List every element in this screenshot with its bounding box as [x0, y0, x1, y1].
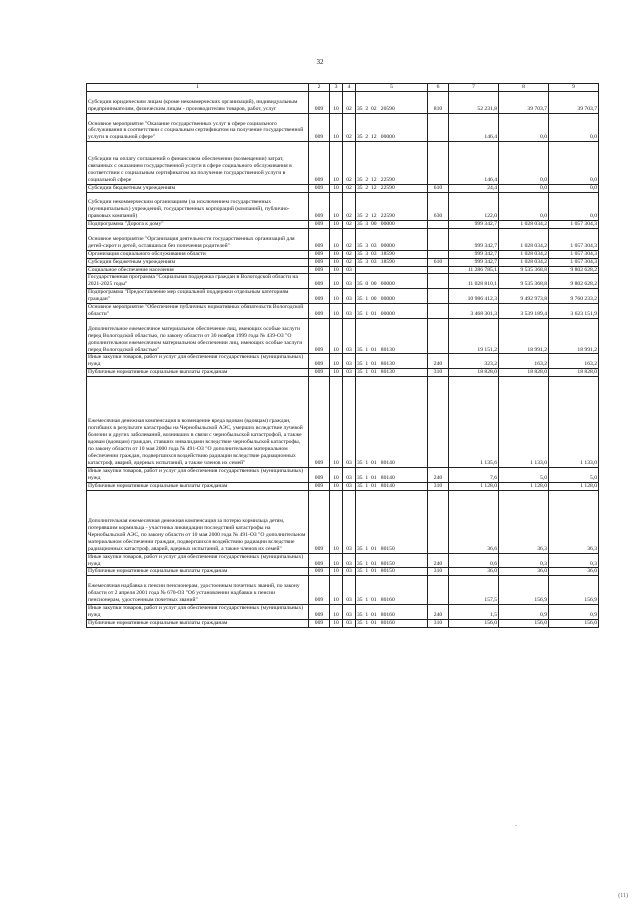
- cell-pr: 03: [343, 354, 356, 369]
- cell-pr: 03: [343, 490, 356, 553]
- cell-vr: [428, 229, 449, 251]
- cell-csr: [356, 266, 428, 274]
- cell-rz: 10: [330, 304, 343, 319]
- cell-v3: 0,0: [549, 192, 599, 221]
- cell-v1: 11 286 785,1: [449, 266, 499, 274]
- cell-name: Иные закупки товаров, работ и услуг для обеспечения государственных (муниципальных) нужд: [87, 553, 309, 568]
- table-row: [87, 258, 599, 266]
- cell-rz: 10: [330, 184, 343, 192]
- cell-pr: 03: [343, 553, 356, 568]
- table-row: [87, 369, 599, 377]
- cell-rz: 10: [330, 250, 343, 258]
- cell-v3: 1 057 304,3: [549, 229, 599, 251]
- cell-v1: 10 986 412,3: [449, 289, 499, 304]
- cell-rz: 10: [330, 92, 343, 114]
- cell-v1: 52 231,8: [449, 92, 499, 114]
- cell-csr: 35 2 12 22590: [356, 184, 428, 192]
- cell-vr: 630: [428, 192, 449, 221]
- cell-grbs: 009: [309, 142, 330, 184]
- cell-rz: 10: [330, 113, 343, 142]
- cell-grbs: 009: [309, 229, 330, 251]
- cell-vr: [428, 490, 449, 553]
- cell-v2: 156,0: [499, 619, 549, 627]
- cell-v2: 156,9: [499, 576, 549, 605]
- cell-v1: 1 128,0: [449, 482, 499, 490]
- cell-vr: 240: [428, 604, 449, 619]
- cell-pr: 03: [343, 274, 356, 289]
- cell-name: Социальное обеспечение населения: [87, 266, 309, 274]
- header-cell: 1: [87, 84, 309, 92]
- cell-pr: 03: [343, 369, 356, 377]
- cell-vr: [428, 113, 449, 142]
- cell-grbs: 009: [309, 490, 330, 553]
- cell-pr: 02: [343, 258, 356, 266]
- cell-name: Субсидии юридическим лицам (кроме некоммерческих организаций), индивидуальным предпринимателям, физическим лицам - производителям товаров, работ, услуг: [87, 92, 309, 114]
- cell-v2: 9 492 973,8: [499, 289, 549, 304]
- cell-rz: 10: [330, 192, 343, 221]
- cell-rz: 10: [330, 369, 343, 377]
- cell-v2: 1 133,0: [499, 377, 549, 468]
- cell-vr: 240: [428, 467, 449, 482]
- cell-grbs: 009: [309, 619, 330, 627]
- cell-v2: 1 128,0: [499, 482, 549, 490]
- cell-v1: 36,6: [449, 490, 499, 553]
- cell-pr: 02: [343, 250, 356, 258]
- cell-name: Дополнительное ежемесячное материальное обеспечение лиц, имеющих особые заслуги перед Вологодской областью, по закону области от 30 ноября 1999 года № 439-ОЗ "О дополнительном ежемесячном материальном обеспечении лиц, имеющих особые заслуги перед Вологодской областью": [87, 318, 309, 354]
- cell-v3: 9 802 628,2: [549, 266, 599, 274]
- cell-rz: 10: [330, 619, 343, 627]
- header-cell: 7: [449, 84, 499, 92]
- cell-rz: 10: [330, 258, 343, 266]
- cell-pr: 02: [343, 142, 356, 184]
- cell-name: Ежемесячная денежная компенсация в возмещение вреда вдовам (вдовцам) граждан, погибших в результате катастрофы на Чернобыльской АЭС, умерших вследствие лучевой болезни и других заболеваний, возникших в связи с чернобыльской катастрофой, а также вдовам (вдовцам) граждан, ставших инвалидами вследствие чернобыльской катастрофы, по закону области от 10 мая 2000 года № 491-ОЗ "О дополнительном материальном обеспечении граждан, подвергшихся воздействию радиации вследствие радиационных катастроф, аварий, ядерных испытаний, а также членов их семей": [87, 377, 309, 468]
- page-footer: (11): [618, 893, 628, 899]
- cell-name: Государственная программа "Социальная поддержка граждан в Вологодской области на 2021-2025 годы": [87, 274, 309, 289]
- cell-rz: 10: [330, 221, 343, 229]
- cell-pr: 02: [343, 113, 356, 142]
- cell-csr: 35 2 12 22590: [356, 142, 428, 184]
- cell-rz: 10: [330, 266, 343, 274]
- cell-csr: 35 1 01 80150: [356, 568, 428, 576]
- cell-v2: 9 535 368,8: [499, 266, 549, 274]
- cell-v2: 5,0: [499, 467, 549, 482]
- cell-rz: 10: [330, 274, 343, 289]
- cell-vr: [428, 318, 449, 354]
- budget-table: [86, 83, 599, 628]
- cell-v1: 3 468 301,3: [449, 304, 499, 319]
- cell-grbs: 009: [309, 482, 330, 490]
- cell-v2: 0,0: [499, 192, 549, 221]
- cell-name: Субсидии на оплату соглашений о финансовом обеспечении (возмещении) затрат, связанных с оказанием государственной услуги в сфере социального обслуживания в соответствии с социальным сертификатом на получение государственной услуги в социальной сфере: [87, 142, 309, 184]
- cell-v1: 18 828,0: [449, 369, 499, 377]
- cell-v2: 163,2: [499, 354, 549, 369]
- cell-v2: 1 028 034,2: [499, 221, 549, 229]
- cell-v3: 0,9: [549, 604, 599, 619]
- cell-v3: 39 703,7: [549, 92, 599, 114]
- cell-csr: 35 1 01 80150: [356, 553, 428, 568]
- table-row: [87, 482, 599, 490]
- cell-v1: 146,4: [449, 142, 499, 184]
- cell-v2: 1 028 034,2: [499, 250, 549, 258]
- cell-grbs: 009: [309, 113, 330, 142]
- cell-pr: 03: [343, 318, 356, 354]
- cell-v3: 1 057 304,3: [549, 258, 599, 266]
- cell-csr: 35 3 03 18590: [356, 258, 428, 266]
- cell-csr: 35 2 12 00000: [356, 113, 428, 142]
- cell-pr: 03: [343, 568, 356, 576]
- cell-v2: 39 703,7: [499, 92, 549, 114]
- cell-rz: 10: [330, 229, 343, 251]
- table-row: [87, 92, 599, 114]
- cell-name: Субсидии бюджетным учреждениям: [87, 184, 309, 192]
- cell-pr: 03: [343, 604, 356, 619]
- cell-name: Подпрограмма "Предоставление мер социальной поддержки отдельным категориям граждан": [87, 289, 309, 304]
- cell-v1: 1 135,6: [449, 377, 499, 468]
- cell-csr: 35 3 03 18590: [356, 250, 428, 258]
- cell-grbs: 009: [309, 266, 330, 274]
- cell-csr: 35 1 01 80160: [356, 619, 428, 627]
- cell-csr: 35 1 01 80140: [356, 377, 428, 468]
- cell-v2: 18 991,2: [499, 318, 549, 354]
- cell-v1: 146,4: [449, 113, 499, 142]
- table-row: [87, 304, 599, 319]
- cell-csr: 35 1 01 00000: [356, 304, 428, 319]
- cell-v3: 36,0: [549, 568, 599, 576]
- cell-csr: 35 1 01 80130: [356, 369, 428, 377]
- cell-v3: 36,3: [549, 490, 599, 553]
- table-row: [87, 289, 599, 304]
- cell-grbs: 009: [309, 304, 330, 319]
- cell-csr: 35 1 01 80150: [356, 490, 428, 553]
- cell-v1: 36,0: [449, 568, 499, 576]
- cell-v3: 0,0: [549, 142, 599, 184]
- cell-vr: [428, 377, 449, 468]
- page-number: 32: [316, 58, 324, 66]
- header-cell: 9: [549, 84, 599, 92]
- cell-csr: 35 3 03 00000: [356, 229, 428, 251]
- cell-name: Субсидии некоммерческим организациям (за исключением государственных (муниципальных) учреждений, государственных корпораций (компаний), публично-правовых компаний): [87, 192, 309, 221]
- table-row: [87, 354, 599, 369]
- cell-grbs: 009: [309, 250, 330, 258]
- cell-vr: 310: [428, 482, 449, 490]
- cell-name: Иные закупки товаров, работ и услуг для обеспечения государственных (муниципальных) нужд: [87, 467, 309, 482]
- table-header-row: [87, 84, 599, 92]
- cell-v1: 1,5: [449, 604, 499, 619]
- cell-v1: 999 342,7: [449, 221, 499, 229]
- cell-vr: [428, 304, 449, 319]
- cell-v1: 122,0: [449, 192, 499, 221]
- cell-v2: 1 028 034,2: [499, 258, 549, 266]
- cell-v3: 0,0: [549, 113, 599, 142]
- cell-name: Публичные нормативные социальные выплаты гражданам: [87, 369, 309, 377]
- header-cell: 8: [499, 84, 549, 92]
- cell-name: Организация социального обслуживания области: [87, 250, 309, 258]
- cell-v3: 0,0: [549, 184, 599, 192]
- cell-csr: 35 1 01 80130: [356, 354, 428, 369]
- cell-name: Основное мероприятие "Организация деятельности государственных организаций для детей-сирот и детей, оставшихся без попечения родителей": [87, 229, 309, 251]
- cell-v3: 3 623 151,9: [549, 304, 599, 319]
- cell-rz: 10: [330, 354, 343, 369]
- table-row: [87, 553, 599, 568]
- table-row: [87, 274, 599, 289]
- cell-v3: 1 057 304,3: [549, 250, 599, 258]
- cell-name: Ежемесячная надбавка к пенсии пенсионерам, удостоенным почетных званий, по закону области от 2 апреля 2001 года № 670-ОЗ "Об установлении надбавки к пенсии пенсионерам, удостоенным почетных званий": [87, 576, 309, 605]
- cell-vr: [428, 289, 449, 304]
- cell-grbs: 009: [309, 354, 330, 369]
- cell-vr: [428, 274, 449, 289]
- cell-csr: 35 1 01 80140: [356, 467, 428, 482]
- cell-vr: [428, 576, 449, 605]
- cell-name: Иные закупки товаров, работ и услуг для обеспечения государственных (муниципальных) нужд: [87, 354, 309, 369]
- cell-pr: 02: [343, 92, 356, 114]
- table-row: [87, 142, 599, 184]
- cell-v2: 0,0: [499, 184, 549, 192]
- cell-v2: 0,0: [499, 113, 549, 142]
- cell-name: Дополнительная ежемесячная денежная компенсация за потерю кормильца детям, потерявшим кормильца - участника ликвидации последствий катастрофы на Чернобыльской АЭС, по закону области от 10 мая 2000 года № 491-ОЗ "О дополнительном материальном обеспечении граждан, подвергшихся воздействию радиации вследствие радиационных катастроф, аварий, ядерных испытаний, а также членов их семей": [87, 490, 309, 553]
- cell-grbs: 009: [309, 369, 330, 377]
- cell-rz: 10: [330, 604, 343, 619]
- cell-v1: 999 342,7: [449, 250, 499, 258]
- cell-name: Субсидии бюджетным учреждениям: [87, 258, 309, 266]
- table-row: [87, 490, 599, 553]
- cell-rz: 10: [330, 568, 343, 576]
- header-cell: 4: [343, 84, 356, 92]
- cell-grbs: 009: [309, 289, 330, 304]
- cell-pr: 03: [343, 377, 356, 468]
- cell-csr: 35 0 00 00000: [356, 274, 428, 289]
- cell-v1: 19 151,2: [449, 318, 499, 354]
- table-row: [87, 229, 599, 251]
- header-cell: 6: [428, 84, 449, 92]
- cell-grbs: 009: [309, 184, 330, 192]
- cell-rz: 10: [330, 553, 343, 568]
- cell-name: Основное мероприятие "Оказание государственных услуг в сфере социального обслуживания в соответствии с социальным сертификатом на получение государственной услуги в социальной сфере": [87, 113, 309, 142]
- cell-vr: 310: [428, 369, 449, 377]
- cell-vr: [428, 142, 449, 184]
- cell-v1: 24,4: [449, 184, 499, 192]
- cell-v2: 1 028 034,2: [499, 229, 549, 251]
- cell-pr: 02: [343, 229, 356, 251]
- cell-vr: 610: [428, 258, 449, 266]
- cell-pr: 03: [343, 304, 356, 319]
- cell-v2: 9 535 368,8: [499, 274, 549, 289]
- table-row: [87, 184, 599, 192]
- cell-v3: 5,0: [549, 467, 599, 482]
- cell-v2: 0,3: [499, 553, 549, 568]
- cell-vr: 240: [428, 354, 449, 369]
- cell-grbs: 009: [309, 576, 330, 605]
- cell-vr: [428, 250, 449, 258]
- cell-v1: 7,6: [449, 467, 499, 482]
- table-row: [87, 221, 599, 229]
- cell-csr: 35 2 12 22590: [356, 192, 428, 221]
- cell-rz: 10: [330, 318, 343, 354]
- table-row: [87, 568, 599, 576]
- cell-name: Публичные нормативные социальные выплаты гражданам: [87, 482, 309, 490]
- cell-csr: 35 1 01 80130: [356, 318, 428, 354]
- cell-v2: 0,9: [499, 604, 549, 619]
- cell-v3: 156,9: [549, 576, 599, 605]
- cell-pr: 03: [343, 289, 356, 304]
- cell-pr: 03: [343, 619, 356, 627]
- table-row: [87, 318, 599, 354]
- header-cell: 2: [309, 84, 330, 92]
- table-row: [87, 576, 599, 605]
- cell-grbs: 009: [309, 274, 330, 289]
- cell-vr: 240: [428, 553, 449, 568]
- cell-v3: 156,0: [549, 619, 599, 627]
- cell-vr: 610: [428, 184, 449, 192]
- cell-rz: 10: [330, 576, 343, 605]
- cell-v2: 36,0: [499, 568, 549, 576]
- cell-v3: 18 828,0: [549, 369, 599, 377]
- header-cell: 3: [330, 84, 343, 92]
- cell-v2: 18 828,0: [499, 369, 549, 377]
- cell-name: Подпрограмма "Дорога к дому": [87, 221, 309, 229]
- cell-grbs: 009: [309, 467, 330, 482]
- cell-grbs: 009: [309, 258, 330, 266]
- table-row: [87, 192, 599, 221]
- cell-grbs: 009: [309, 318, 330, 354]
- cell-csr: 35 3 00 00000: [356, 221, 428, 229]
- cell-rz: 10: [330, 482, 343, 490]
- cell-csr: 35 1 01 80160: [356, 576, 428, 605]
- cell-vr: 810: [428, 92, 449, 114]
- header-cell: 5: [356, 84, 428, 92]
- cell-pr: 02: [343, 192, 356, 221]
- cell-rz: 10: [330, 289, 343, 304]
- cell-rz: 10: [330, 377, 343, 468]
- cell-name: Иные закупки товаров, работ и услуг для обеспечения государственных (муниципальных) нужд: [87, 604, 309, 619]
- cell-vr: [428, 266, 449, 274]
- cell-name: Публичные нормативные социальные выплаты гражданам: [87, 619, 309, 627]
- cell-pr: 02: [343, 221, 356, 229]
- cell-v1: 156,0: [449, 619, 499, 627]
- cell-v3: 1 128,0: [549, 482, 599, 490]
- scan-mark: -: [515, 823, 517, 829]
- cell-v3: 163,2: [549, 354, 599, 369]
- cell-grbs: 009: [309, 553, 330, 568]
- cell-pr: 03: [343, 576, 356, 605]
- cell-name: Публичные нормативные социальные выплаты гражданам: [87, 568, 309, 576]
- cell-pr: 03: [343, 266, 356, 274]
- table-row: [87, 266, 599, 274]
- cell-csr: 35 1 00 00000: [356, 289, 428, 304]
- cell-grbs: 009: [309, 92, 330, 114]
- cell-v3: 1 057 304,3: [549, 221, 599, 229]
- cell-vr: 310: [428, 568, 449, 576]
- table-row: [87, 467, 599, 482]
- cell-vr: 310: [428, 619, 449, 627]
- cell-v1: 11 028 810,1: [449, 274, 499, 289]
- table-row: [87, 604, 599, 619]
- cell-grbs: 009: [309, 377, 330, 468]
- cell-grbs: 009: [309, 192, 330, 221]
- cell-grbs: 009: [309, 221, 330, 229]
- table-row: [87, 377, 599, 468]
- cell-pr: 03: [343, 467, 356, 482]
- cell-v1: 323,2: [449, 354, 499, 369]
- cell-v2: 3 539 189,4: [499, 304, 549, 319]
- cell-v1: 999 342,7: [449, 258, 499, 266]
- cell-v1: 157,5: [449, 576, 499, 605]
- cell-v3: 1 133,0: [549, 377, 599, 468]
- cell-v3: 0,3: [549, 553, 599, 568]
- cell-rz: 10: [330, 142, 343, 184]
- cell-v1: 999 342,7: [449, 229, 499, 251]
- cell-csr: 35 1 01 80140: [356, 482, 428, 490]
- table-row: [87, 113, 599, 142]
- cell-grbs: 009: [309, 568, 330, 576]
- cell-v1: 0,6: [449, 553, 499, 568]
- cell-csr: 35 1 01 80160: [356, 604, 428, 619]
- cell-rz: 10: [330, 467, 343, 482]
- cell-pr: 02: [343, 184, 356, 192]
- cell-v3: 18 991,2: [549, 318, 599, 354]
- cell-v3: 9 802 628,2: [549, 274, 599, 289]
- cell-csr: 35 2 02 20590: [356, 92, 428, 114]
- cell-v2: 0,0: [499, 142, 549, 184]
- cell-v2: 36,3: [499, 490, 549, 553]
- cell-rz: 10: [330, 490, 343, 553]
- cell-vr: [428, 221, 449, 229]
- table-row: [87, 619, 599, 627]
- table-row: [87, 250, 599, 258]
- cell-pr: 03: [343, 482, 356, 490]
- cell-name: Основное мероприятие "Обеспечение публичных нормативных обязательств Вологодской области": [87, 304, 309, 319]
- cell-grbs: 009: [309, 604, 330, 619]
- cell-v3: 9 760 233,2: [549, 289, 599, 304]
